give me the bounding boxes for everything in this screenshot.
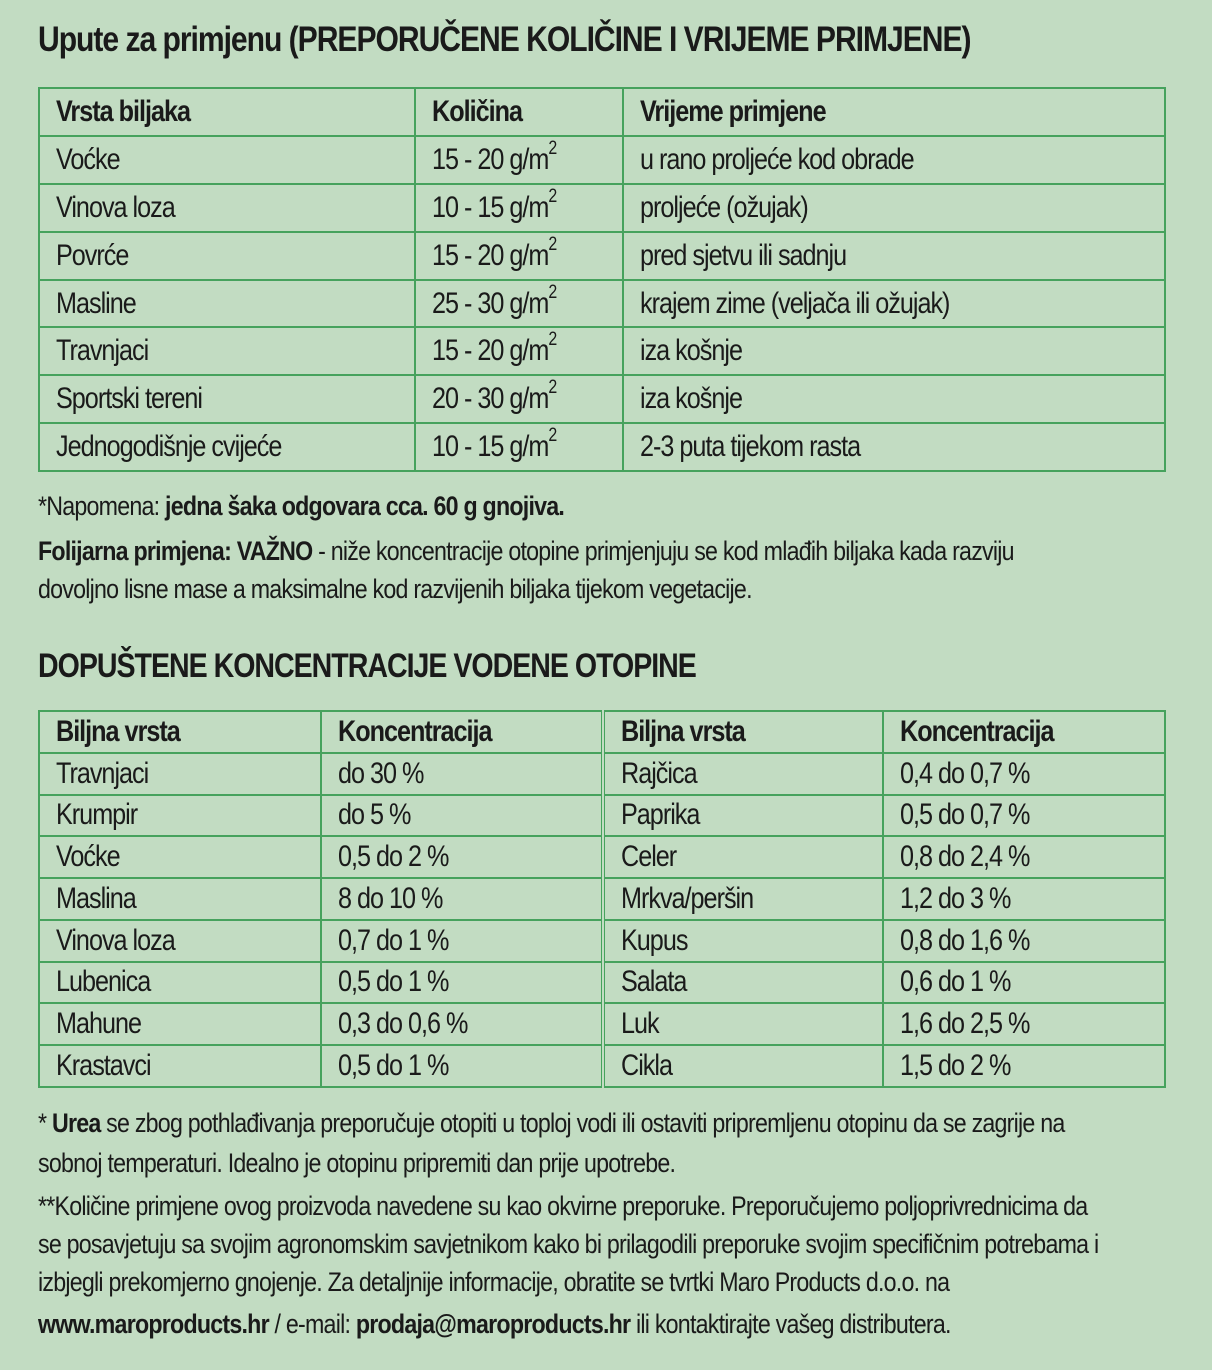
header-cell: Koncentracija: [321, 711, 603, 753]
amount-cell: 10 - 15 $g/m^2$: [432, 185, 557, 224]
plant-cell: Mrkva/peršin: [621, 881, 754, 915]
time-cell: iza košnje: [640, 334, 742, 368]
disclaimer-line2: se posavjetuju sa svojim agronomskim savjetnikom kako bi prilagodili preporuke svojim specifičnim potrebama i: [38, 1229, 1099, 1259]
plant-cell: Kupus: [621, 923, 688, 957]
disclaimer-line1: **Količine primjene ovog proizvoda navedene su kao okvirne preporuke. Preporučujemo poljoprivrednicima da: [38, 1191, 1088, 1221]
concentration-cell: do 5 %: [338, 798, 411, 832]
amount-cell: 20 - 30 $g/m^2$: [432, 377, 557, 416]
plant-cell: Cikla: [621, 1048, 672, 1082]
amount-cell: 15 - 20 $g/m^2$: [432, 233, 557, 272]
plant-cell: Travnjaci: [56, 756, 149, 790]
plant-cell: Maslina: [56, 881, 136, 915]
table-row: [39, 878, 1165, 920]
plant-cell: Sportski tereni: [56, 382, 202, 416]
header-cell: Količina: [415, 88, 623, 136]
table-row: [39, 423, 1165, 471]
urea-note-line2: sobnoj temperaturi. Idealno je otopinu pripremiti dan prije upotrebe.: [38, 1148, 676, 1178]
concentration-cell: 0,7 do 1 %: [338, 923, 449, 957]
napomena-note: *Napomena: jedna šaka odgovara cca. 60 g gnojiva.: [38, 491, 565, 521]
time-cell: iza košnje: [640, 382, 742, 416]
concentration-cell: 0,5 do 1 %: [338, 965, 449, 999]
table-row: [39, 1003, 1165, 1045]
concentration-cell: 1,2 do 3 %: [900, 881, 1011, 915]
table-row: [39, 136, 1165, 184]
concentration-cell: 0,6 do 1 %: [900, 965, 1011, 999]
amount-cell: 25 - 30 $g/m^2$: [432, 281, 557, 320]
header-cell: Vrijeme primjene: [623, 88, 1165, 136]
plant-cell: Povrće: [56, 238, 129, 272]
concentration-cell: 1,6 do 2,5 %: [900, 1007, 1030, 1041]
foliar-note-line1: Folijarna primjena: VAŽNO - niže koncentracije otopine primjenjuju se kod mlađih biljaka kada razviju: [38, 536, 1014, 566]
plant-cell: Mahune: [56, 1007, 142, 1041]
plant-cell: Krastavci: [56, 1048, 151, 1082]
concentration-cell: 1,5 do 2 %: [900, 1048, 1011, 1082]
plant-cell: Travnjaci: [56, 334, 149, 368]
table-row: [39, 753, 1165, 795]
time-cell: 2-3 puta tijekom rasta: [640, 430, 861, 464]
plant-cell: Voćke: [56, 142, 120, 176]
time-cell: pred sjetvu ili sadnju: [640, 238, 847, 272]
table-row: [39, 920, 1165, 962]
plant-cell: Lubenica: [56, 965, 151, 999]
plant-cell: Vinova loza: [56, 923, 175, 957]
table-header-row: [39, 88, 1165, 136]
table-row: [39, 836, 1165, 878]
concentration-cell: 0,8 do 2,4 %: [900, 840, 1030, 874]
plant-cell: Vinova loza: [56, 190, 175, 224]
table-row: [39, 327, 1165, 375]
table-row: [39, 1045, 1165, 1087]
amount-cell: 15 - 20 $g/m^2$: [432, 329, 557, 368]
disclaimer-line3: izbjegli prekomjerno gnojenje. Za detaljnije informacije, obratite se tvrtki Maro Products d.o.o. na: [38, 1267, 950, 1297]
website-link[interactable]: www.maroproducts.hr: [38, 1309, 269, 1339]
table-row: [39, 184, 1165, 232]
plant-cell: Voćke: [56, 840, 120, 874]
table-row: [39, 280, 1165, 328]
urea-note-line1: * Urea se zbog pothlađivanja preporučuje otopiti u toploj vodi ili ostaviti pripremljenu otopinu da se zagrije na: [38, 1108, 1065, 1138]
time-cell: u rano proljeće kod obrade: [640, 142, 914, 176]
concentration-table: [38, 710, 1166, 1088]
concentration-cell: 8 do 10 %: [338, 881, 443, 915]
plant-cell: Luk: [621, 1007, 659, 1041]
header-cell: Koncentracija: [883, 711, 1165, 753]
concentration-cell: 0,3 do 0,6 %: [338, 1007, 468, 1041]
time-cell: krajem zime (veljača ili ožujak): [640, 286, 950, 320]
header-cell: Biljna vrsta: [603, 711, 883, 753]
header-cell: Biljna vrsta: [39, 711, 321, 753]
table-row: [39, 962, 1165, 1004]
plant-cell: Celer: [621, 840, 677, 874]
plant-cell: Salata: [621, 965, 687, 999]
header-cell: Vrsta biljaka: [39, 88, 415, 136]
plant-cell: Paprika: [621, 798, 700, 832]
concentration-cell: 0,5 do 0,7 %: [900, 798, 1030, 832]
plant-cell: Krumpir: [56, 798, 138, 832]
amount-cell: 15 - 20 $g/m^2$: [432, 137, 557, 176]
section1-title: Upute za primjenu (PREPORUČENE KOLIČINE I VRIJEME PRIMJENE): [38, 20, 971, 59]
concentration-cell: 0,8 do 1,6 %: [900, 923, 1030, 957]
concentration-cell: 0,4 do 0,7 %: [900, 756, 1030, 790]
table-row: [39, 232, 1165, 280]
amount-cell: 10 - 15 $g/m^2$: [432, 425, 557, 464]
foliar-note-line2: dovoljno lisne mase a maksimalne kod razvijenih biljaka tijekom vegetacije.: [38, 574, 752, 604]
plant-cell: Rajčica: [621, 756, 697, 790]
table-row: [39, 375, 1165, 423]
concentration-cell: do 30 %: [338, 756, 424, 790]
contact-line: www.maroproducts.hr / e-mail: prodaja@maroproducts.hr ili kontaktirajte vašeg distributera.: [38, 1309, 951, 1339]
table-header-row: [39, 711, 1165, 753]
table-row: [39, 795, 1165, 837]
plant-cell: Jednogodišnje cvijeće: [56, 430, 282, 464]
section2-title: DOPUŠTENE KONCENTRACIJE VODENE OTOPINE: [38, 647, 696, 685]
time-cell: proljeće (ožujak): [640, 190, 808, 224]
application-table: [38, 87, 1166, 472]
email-link[interactable]: prodaja@maroproducts.hr: [355, 1309, 631, 1339]
concentration-cell: 0,5 do 2 %: [338, 840, 449, 874]
plant-cell: Masline: [56, 286, 136, 320]
concentration-cell: 0,5 do 1 %: [338, 1048, 449, 1082]
